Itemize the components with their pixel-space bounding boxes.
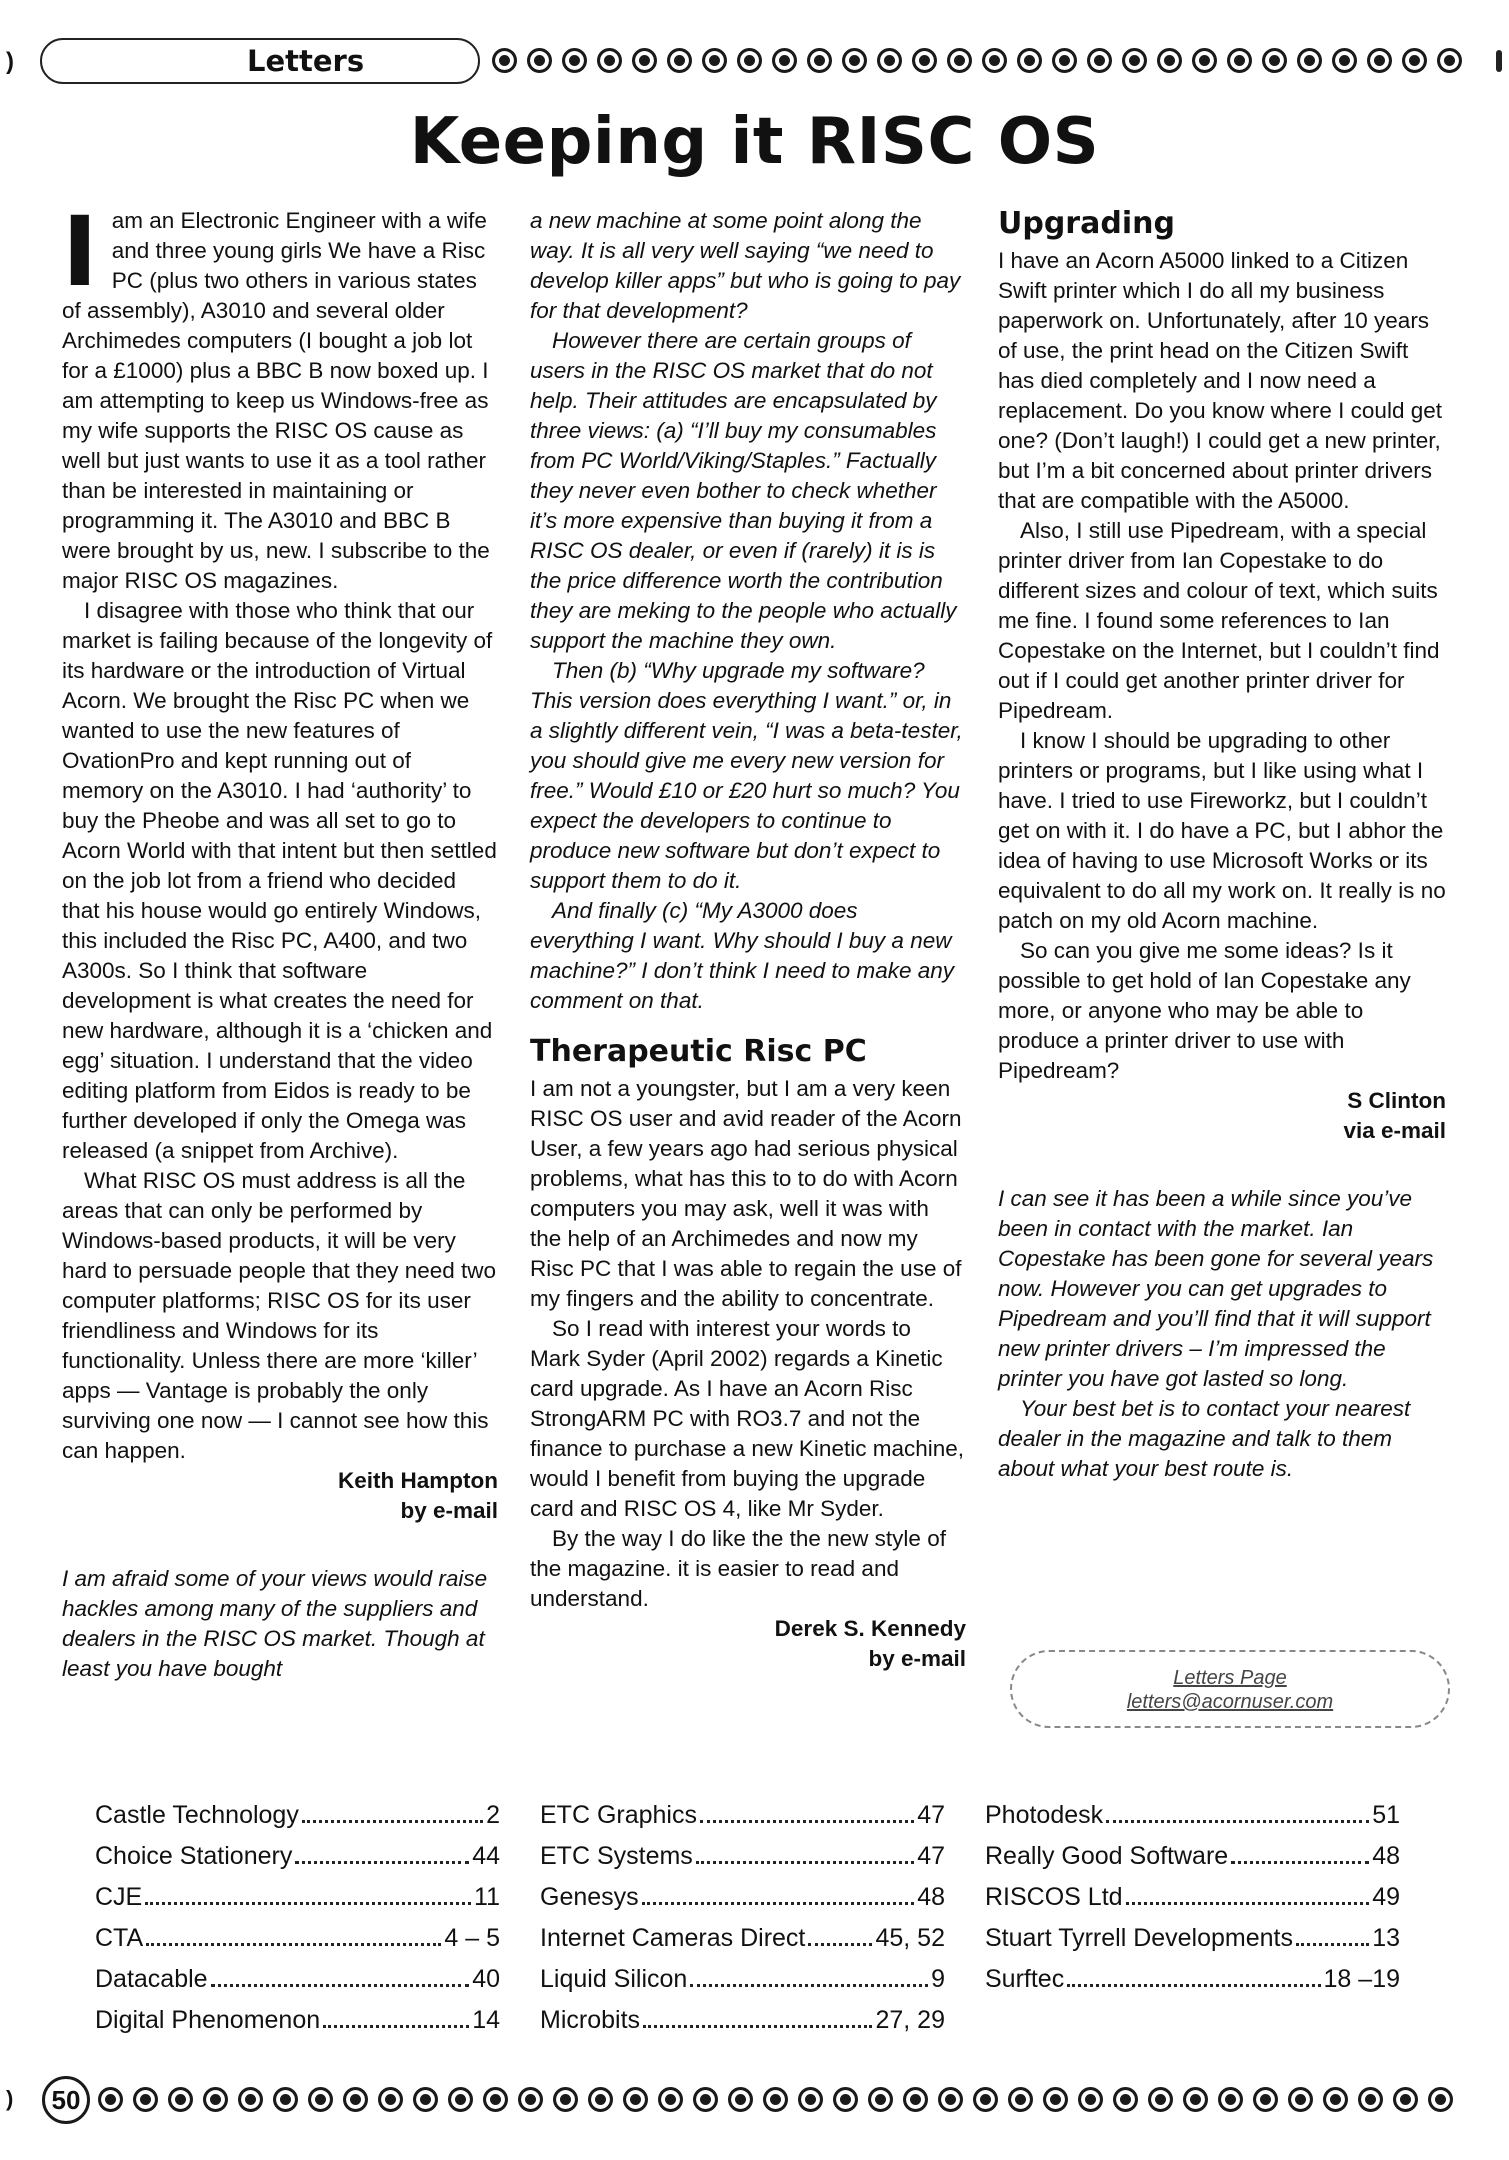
advertiser-name: Datacable <box>95 1965 208 1993</box>
bullet-dot-icon <box>98 2087 123 2112</box>
editor-reply: a new machine at some point along the way. It is all very well saying “we need to develop killer apps” but who is going to pay for that development? <box>530 208 961 323</box>
bullet-dot-icon <box>623 2087 648 2112</box>
advertiser-index-col-3 <box>985 1795 1400 2000</box>
advertiser-row <box>95 1877 500 1918</box>
section-label: Letters <box>247 44 365 78</box>
bullet-dot-icon <box>842 48 867 73</box>
dot-leader <box>1231 1861 1369 1864</box>
bullet-dot-icon <box>877 48 902 73</box>
dot-leader <box>145 1902 471 1905</box>
bullet-dot-icon <box>1323 2087 1348 2112</box>
bullet-dot-icon <box>273 2087 298 2112</box>
advertiser-page: 49 <box>1372 1883 1400 1911</box>
drop-cap: I <box>62 196 98 308</box>
bullet-dot-icon <box>1183 2087 1208 2112</box>
advertiser-index-col-2 <box>540 1795 945 2041</box>
bullet-dot-icon <box>168 2087 193 2112</box>
advertiser-name: Choice Stationery <box>95 1842 293 1870</box>
dot-leader <box>1067 1984 1320 1987</box>
letter-paragraph: What RISC OS must address is all the areas that can only be performed by Windows-based products, it will be very hard to persuade people that they need two computer platforms; RISC OS for its user friendliness and Windows for its functionality. Unless there are more ‘killer’ apps — Vantage is probably the only surviving one now — I cannot see how this can happen. <box>62 1168 497 1463</box>
letter-paragraph: am an Electronic Engineer with a wife and three young girls We have a Risc PC (plus two others in various states of assembly), A3010 and several older Archimedes computers (I bought a job lot for a £1000) plus a BBC B now boxed up. I am attempting to keep us Windows-free as my wife supports the RISC OS cause as well but just wants to use it as a tool rather than be interested in maintaining or programming it. The A3010 and BBC B were brought by us, new. I subscribe to the major RISC OS magazines. <box>62 208 490 593</box>
bullet-dot-icon <box>562 48 587 73</box>
advertiser-name: Liquid Silicon <box>540 1965 688 1993</box>
editor-reply: And finally (c) “My A3000 does everything I want. Why should I buy a new machine?” I don’t think I need to make any comment on that. <box>530 898 954 1013</box>
bullet-dot-icon <box>1288 2087 1313 2112</box>
letter-paragraph: I know I should be upgrading to other printers or programs, but I like using what I have. I tried to use Fireworkz, but I couldn’t get on with it. I do have a PC, but I abhor the idea of having to use Microsoft Works or its equivalent to do all my work on. It really is no patch on my old Acorn machine. <box>998 728 1446 933</box>
bullet-dot-icon <box>1157 48 1182 73</box>
advertiser-name: Genesys <box>540 1883 639 1911</box>
letter-paragraph: I have an Acorn A5000 linked to a Citizen Swift printer which I do all my business paperwork on. Unfortunately, after 10 years of use, the print head on the Citizen Swift has died completely and I now need a replacement. Do you know where I could get one? (Don’t laugh!) I could get a new printer, but I’m a bit concerned about printer drivers that are compatible with the A5000. <box>998 248 1442 513</box>
bullet-dot-icon <box>912 48 937 73</box>
bullet-dot-icon <box>982 48 1007 73</box>
bullet-dot-icon <box>772 48 797 73</box>
advertiser-name: Digital Phenomenon <box>95 2006 321 2034</box>
advertiser-page: 44 <box>472 1842 500 1870</box>
letter-paragraph: I am not a youngster, but I am a very keen RISC OS user and avid reader of the Acorn User, a few years ago had serious physical problems, what has this to to do with Acorn computers you may ask, well it was with the help of an Archimedes and now my Risc PC that I was able to regain the use of my fingers and the ability to concentrate. <box>530 1076 962 1311</box>
bullet-dot-icon <box>518 2087 543 2112</box>
bullet-dot-icon <box>947 48 972 73</box>
column-2 <box>530 206 966 1674</box>
letter-paragraph: So can you give me some ideas? Is it possible to get hold of Ian Copestake any more, or anyone who may be able to produce a printer driver to use with Pipedream? <box>998 938 1411 1083</box>
dot-leader <box>146 1943 441 1946</box>
advertiser-index-col-1 <box>95 1795 500 2041</box>
letter-subhead: Therapeutic Risc PC <box>530 1034 867 1069</box>
bullet-dot-icon <box>632 48 657 73</box>
editor-reply: Your best bet is to contact your nearest dealer in the magazine and talk to them about what your best route is. <box>998 1396 1411 1481</box>
bullet-dot-icon <box>1192 48 1217 73</box>
bullet-dot-icon <box>1008 2087 1033 2112</box>
dot-leader <box>696 1861 914 1864</box>
bullet-dot-icon <box>238 2087 263 2112</box>
advertiser-page: 11 <box>474 1883 500 1911</box>
advertiser-row <box>540 1795 945 1836</box>
advertiser-name: Microbits <box>540 2006 641 2034</box>
advertiser-row <box>540 2000 945 2041</box>
editor-reply: I am afraid some of your views would raise hackles among many of the suppliers and dealers in the RISC OS market. Though at least you have bought <box>62 1566 488 1681</box>
bullet-dot-icon <box>1218 2087 1243 2112</box>
bullet-dot-icon <box>413 2087 438 2112</box>
dot-leader <box>1296 1943 1369 1946</box>
advertiser-row <box>985 1959 1400 2000</box>
letter-paragraph: By the way I do like the the new style of the magazine. it is easier to read and understand. <box>530 1526 946 1611</box>
right-edge-mark <box>1496 50 1502 72</box>
letter-subhead: Upgrading <box>998 206 1175 241</box>
signature-name: S Clinton <box>1347 1088 1446 1113</box>
advertiser-page: 48 <box>1372 1842 1400 1870</box>
advertiser-row <box>95 1836 500 1877</box>
advertiser-row <box>985 1836 1400 1877</box>
advertiser-name: Internet Cameras Direct <box>540 1924 806 1952</box>
dot-leader <box>323 2025 469 2028</box>
bullet-dot-icon <box>1227 48 1252 73</box>
letter-paragraph: Also, I still use Pipedream, with a special printer driver from Ian Copestake to do different sizes and colour of text, which suits me fine. I found some references to Ian Copestake on the Internet, but I couldn’t find out if I could get another printer driver for Pipedream. <box>998 518 1440 723</box>
bullet-dot-icon <box>1087 48 1112 73</box>
column-1 <box>62 196 498 1684</box>
decorative-dot-row <box>98 2087 1453 2112</box>
signature-name: Keith Hampton <box>338 1468 498 1493</box>
bullet-dot-icon <box>483 2087 508 2112</box>
bullet-dot-icon <box>1078 2087 1103 2112</box>
bullet-dot-icon <box>203 2087 228 2112</box>
bullet-dot-icon <box>1332 48 1357 73</box>
dot-leader <box>642 1902 915 1905</box>
bullet-dot-icon <box>807 48 832 73</box>
bullet-dot-icon <box>798 2087 823 2112</box>
signature-name: Derek S. Kennedy <box>774 1616 966 1641</box>
advertiser-page: 4 – 5 <box>444 1924 500 1952</box>
dot-leader <box>643 2025 872 2028</box>
bullet-dot-icon <box>1148 2087 1173 2112</box>
dot-leader <box>690 1984 928 1987</box>
decorative-dot-row <box>492 48 1462 73</box>
column-3 <box>998 206 1446 1484</box>
bullet-dot-icon <box>702 48 727 73</box>
advertiser-page: 47 <box>917 1842 945 1870</box>
bullet-dot-icon <box>343 2087 368 2112</box>
bullet-dot-icon <box>308 2087 333 2112</box>
advertiser-name: CJE <box>95 1883 143 1911</box>
advertiser-name: Castle Technology <box>95 1801 299 1829</box>
advertiser-name: Stuart Tyrrell Developments <box>985 1924 1293 1952</box>
bullet-dot-icon <box>1122 48 1147 73</box>
bullet-dot-icon <box>1043 2087 1068 2112</box>
bullet-dot-icon <box>938 2087 963 2112</box>
bullet-dot-icon <box>728 2087 753 2112</box>
advertiser-row <box>95 1959 500 2000</box>
advertiser-row <box>540 1877 945 1918</box>
left-edge-mark: ) <box>6 2086 14 2111</box>
bullet-dot-icon <box>763 2087 788 2112</box>
bullet-dot-icon <box>1113 2087 1138 2112</box>
bullet-dot-icon <box>1428 2087 1453 2112</box>
advertiser-page: 27, 29 <box>875 2006 945 2034</box>
dot-leader <box>1126 1902 1370 1905</box>
bullet-dot-icon <box>1367 48 1392 73</box>
bullet-dot-icon <box>1262 48 1287 73</box>
editor-reply: Then (b) “Why upgrade my software? This version does everything I want.” or, in a slightly different vein, “I was a beta-tester, you should give me every new version for free.” Would £10 or £20 hurt so much? You expect the developers to continue to produce new software but don’t expect to support them to do it. <box>530 658 963 893</box>
advertiser-name: CTA <box>95 1924 144 1952</box>
bullet-dot-icon <box>553 2087 578 2112</box>
signature-via: by e-mail <box>868 1646 966 1671</box>
bullet-dot-icon <box>693 2087 718 2112</box>
advertiser-name: ETC Graphics <box>540 1801 697 1829</box>
advertiser-row <box>95 1918 500 1959</box>
letters-email-link[interactable]: letters@acornuser.com <box>1126 1691 1334 1713</box>
bullet-dot-icon <box>1017 48 1042 73</box>
page-title: Keeping it RISC OS <box>409 105 1100 179</box>
section-tab <box>40 38 480 84</box>
dot-leader <box>211 1984 470 1987</box>
letter-paragraph: So I read with interest your words to Mark Syder (April 2002) regards a Kinetic card upgrade. As I have an Acorn Risc StrongARM PC with RO3.7 and not the finance to purchase a new Kinetic machine, would I benefit from buying the upgrade card and RISC OS 4, like Mr Syder. <box>530 1316 965 1521</box>
bullet-dot-icon <box>133 2087 158 2112</box>
advertiser-name: Photodesk <box>985 1801 1104 1829</box>
dot-leader <box>808 1943 872 1946</box>
bullet-dot-icon <box>667 48 692 73</box>
advertiser-row <box>95 2000 500 2041</box>
bullet-dot-icon <box>1297 48 1322 73</box>
advertiser-page: 2 <box>486 1801 500 1829</box>
dot-leader <box>700 1820 914 1823</box>
advertiser-name: Really Good Software <box>985 1842 1229 1870</box>
advertiser-row <box>985 1918 1400 1959</box>
letter-paragraph: I disagree with those who think that our market is failing because of the longevity of its hardware or the introduction of Virtual Acorn. We brought the Risc PC when we wanted to use the new features of OvationPro and kept running out of memory on the A3010. I had ‘authority’ to buy the Pheobe and was all set to go to Acorn World with that intent but then settled on the job lot from a friend who decided that his house would go entirely Windows, this included the Risc PC, A400, and two A300s. So I think that software development is what creates the need for new hardware, although it is a ‘chicken and egg’ situation. I understand that the video editing platform from Eidos is ready to be further developed if only the Omega was released (a snippet from Archive). <box>62 598 497 1163</box>
bullet-dot-icon <box>1052 48 1077 73</box>
bullet-dot-icon <box>378 2087 403 2112</box>
bullet-dot-icon <box>448 2087 473 2112</box>
advertiser-row <box>985 1795 1400 1836</box>
bullet-dot-icon <box>868 2087 893 2112</box>
page-header <box>0 38 1509 84</box>
dot-leader <box>295 1861 469 1864</box>
editor-reply: However there are certain groups of users in the RISC OS market that do not help. Their attitudes are encapsulated by three views: (a) “I’ll buy my consumables from PC World/Viking/Staples.” Factually they never even bother to check whether it’s more expensive than buying it from a RISC OS dealer, or even if (rarely) it is is the price difference worth the contribution they are meking to the people who actually support the machine they own. <box>530 328 957 653</box>
advertiser-page: 14 <box>472 2006 500 2034</box>
page-footer <box>0 2072 1509 2128</box>
bullet-dot-icon <box>588 2087 613 2112</box>
bullet-dot-icon <box>1402 48 1427 73</box>
signature-via: by e-mail <box>400 1498 498 1523</box>
letters-contact-badge <box>1010 1650 1450 1728</box>
advertiser-name: Surftec <box>985 1965 1065 1993</box>
advertiser-row <box>540 1836 945 1877</box>
advertiser-page: 13 <box>1372 1924 1400 1952</box>
bullet-dot-icon <box>1437 48 1462 73</box>
advertiser-page: 48 <box>917 1883 945 1911</box>
advertiser-page: 9 <box>931 1965 945 1993</box>
bullet-dot-icon <box>1393 2087 1418 2112</box>
advertiser-row <box>95 1795 500 1836</box>
dot-leader <box>302 1820 483 1823</box>
signature-via: via e-mail <box>1343 1118 1446 1143</box>
bullet-dot-icon <box>1358 2087 1383 2112</box>
editor-reply: I can see it has been a while since you’ve been in contact with the market. Ian Copestake has been gone for several years now. However you can get upgrades to Pipedream and you’ll find that it will support new printer drivers – I’m impressed the printer you have got lasted so long. <box>998 1186 1434 1391</box>
advertiser-row <box>985 1877 1400 1918</box>
page-number: 50 <box>42 2076 90 2124</box>
left-edge-mark: ) <box>6 48 14 75</box>
advertiser-page: 45, 52 <box>875 1924 945 1952</box>
bullet-dot-icon <box>492 48 517 73</box>
bullet-dot-icon <box>1253 2087 1278 2112</box>
bullet-dot-icon <box>597 48 622 73</box>
advertiser-name: ETC Systems <box>540 1842 693 1870</box>
bullet-dot-icon <box>658 2087 683 2112</box>
advertiser-page: 18 –19 <box>1323 1965 1400 1993</box>
bullet-dot-icon <box>527 48 552 73</box>
advertiser-page: 40 <box>472 1965 500 1993</box>
bullet-dot-icon <box>903 2087 928 2112</box>
advertiser-row <box>540 1918 945 1959</box>
letters-badge-title: Letters Page <box>1173 1667 1287 1689</box>
advertiser-page: 51 <box>1372 1801 1400 1829</box>
bullet-dot-icon <box>833 2087 858 2112</box>
advertiser-name: RISCOS Ltd <box>985 1883 1123 1911</box>
bullet-dot-icon <box>973 2087 998 2112</box>
bullet-dot-icon <box>737 48 762 73</box>
dot-leader <box>1106 1820 1369 1823</box>
advertiser-page: 47 <box>917 1801 945 1829</box>
advertiser-row <box>540 1959 945 2000</box>
